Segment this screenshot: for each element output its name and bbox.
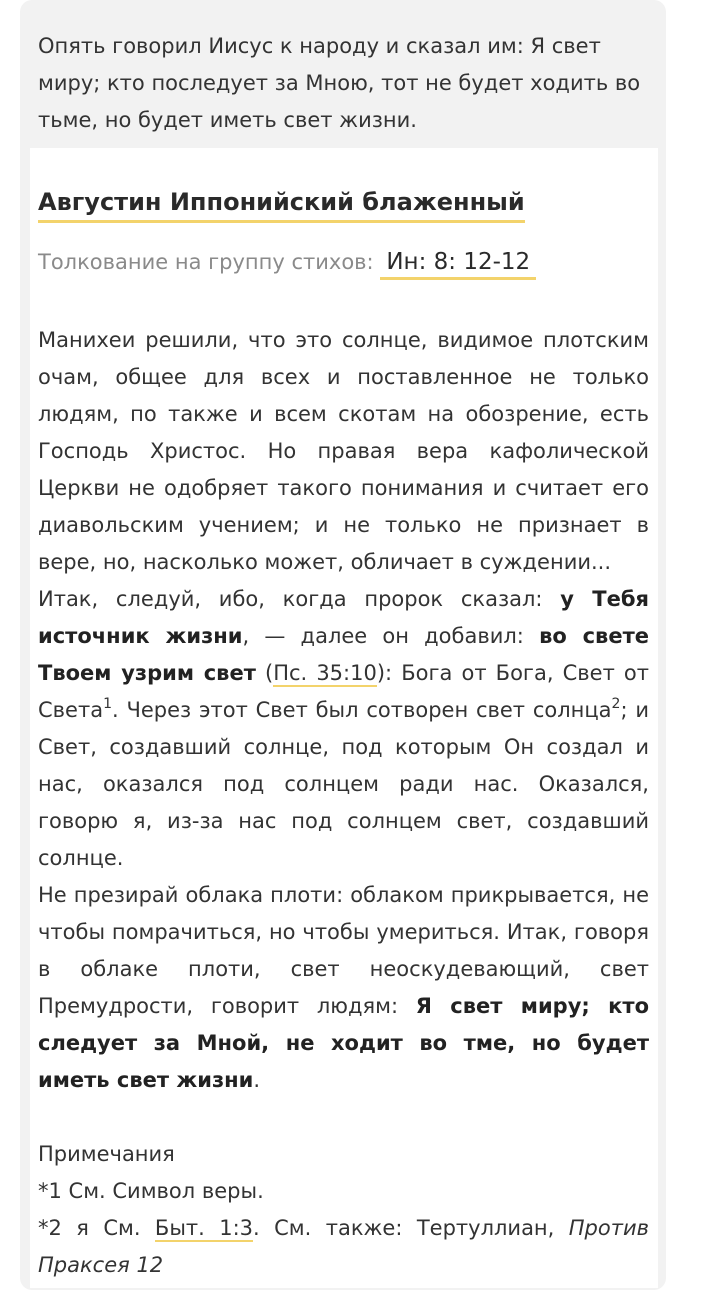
- bold-quote: у Тебя источник жизни: [38, 587, 650, 648]
- bold-quote: во свете Твоем узрим свет: [38, 624, 649, 685]
- notes-section: [38, 1136, 649, 1284]
- page-margin: [686, 0, 703, 1270]
- paragraph-text: ): Бога от Бога, Свет от Света: [38, 661, 649, 722]
- bold-quote: Я свет миру; кто следует за Мной, не ходит во тме, но будет иметь свет жизни: [38, 994, 650, 1092]
- commentary-body: [38, 322, 649, 1099]
- commentary-paragraph-3: [38, 877, 649, 1099]
- paragraph-text: (: [255, 661, 274, 685]
- commentary-paragraph-2: [38, 581, 649, 877]
- footnote-marker-1[interactable]: 1: [103, 696, 112, 712]
- note-italic-title: Против Праксея 12: [38, 1216, 649, 1277]
- interpretation-label: Толкование на группу стихов:: [38, 250, 374, 274]
- paragraph-text: .: [253, 1068, 261, 1092]
- paragraph-text: Итак, следуй, ибо, когда пророк сказал:: [38, 587, 561, 611]
- notes-heading: Примечания: [38, 1142, 175, 1166]
- interpretation-line: [38, 244, 536, 280]
- note-text: . См. также: Тертуллиан,: [253, 1216, 569, 1240]
- paragraph-text: . Через этот Свет был сотворен свет солнца: [111, 698, 612, 722]
- verse-text: Опять говорил Иисус к народу и сказал им: Я свет миру; кто последует за Мною, тот не будет ходить во тьме, но будет иметь свет жизни.: [38, 34, 641, 132]
- scripture-link-gen[interactable]: Быт. 1:3: [154, 1216, 254, 1240]
- paragraph-text: , — далее он добавил:: [242, 624, 540, 648]
- commentary-paragraph-1: Манихеи решили, что это солнце, видимое плотским очам, общее для всех и поставленное не только людям, по также и всем скотам на обозрение, есть Господь Христос. Но правая вера кафолической Церкви не одобряет такого понимания и считает его диавольским учением; и не только не признает в вере, но, насколько может, обличает в суждении...: [38, 328, 649, 574]
- note-2: [38, 1210, 649, 1284]
- scripture-link-ps[interactable]: Пс. 35:10: [273, 661, 377, 685]
- paragraph-text: ; и Свет, создавший солнце, под которым Он создал и нас, оказался под солнцем ради нас. Оказался, говорю я, из-за нас под солнцем свет, создавший солнце.: [38, 698, 649, 870]
- author-link[interactable]: Августин Иппонийский блаженный: [38, 184, 525, 223]
- footnote-marker-2[interactable]: 2: [611, 696, 621, 712]
- paragraph-text: Не презирай облака плоти: облаком прикрывается, не чтобы помрачиться, но чтобы умериться. Итак, говоря в облаке плоти, свет неоскудевающий, свет Премудрости, говорит людям:: [38, 883, 649, 1018]
- note-1: *1 См. Символ веры.: [38, 1179, 264, 1203]
- verse-reference-link[interactable]: Ин: 8: 12-12: [380, 249, 536, 280]
- note-text: *2 я См.: [38, 1216, 155, 1240]
